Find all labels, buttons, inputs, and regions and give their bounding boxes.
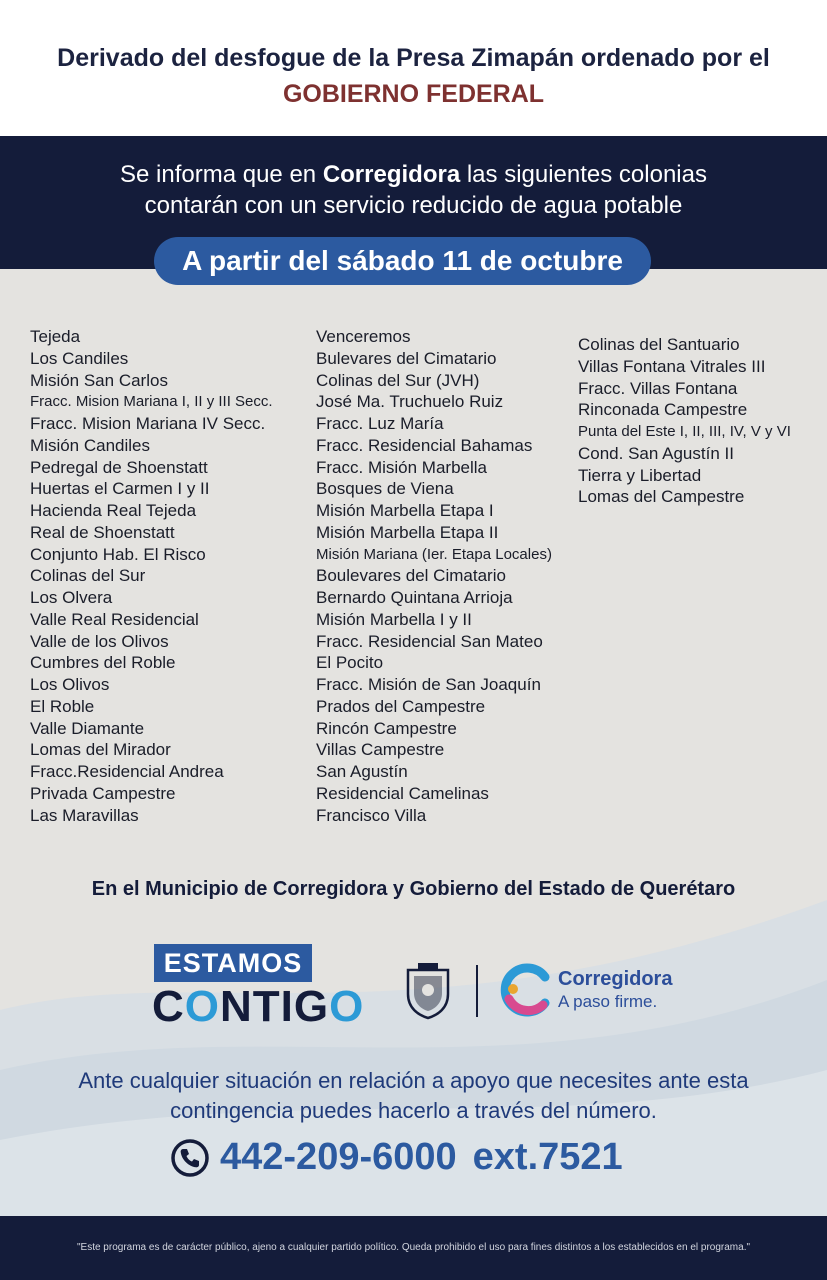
- colonia-item: Colinas del Santuario: [578, 335, 740, 354]
- colonia-item: Villas Campestre: [316, 740, 445, 760]
- colonia-item: Fracc. Residencial San Mateo: [316, 631, 543, 651]
- estamos-logo-box: ESTAMOS: [154, 944, 312, 982]
- colonia-item: San Agustín: [316, 762, 408, 781]
- contigo-o: O: [184, 982, 221, 1031]
- colonia-item: Cumbres del Roble: [30, 653, 176, 673]
- colonia-item: Fracc. Villas Fontana: [578, 378, 738, 398]
- colonia-item: Bernardo Quintana Arrioja: [316, 588, 513, 607]
- contigo-logo-text: [152, 982, 364, 1032]
- date-banner: A partir del sábado 11 de octubre: [154, 237, 651, 285]
- colonia-item: Pedregal de Shoenstatt: [30, 457, 208, 477]
- intro-line1-bold: Corregidora: [322, 161, 461, 188]
- colonia-item: Residencial Camelinas: [316, 783, 489, 803]
- colonias-column-1: [30, 326, 273, 826]
- colonia-item: Bulevares del Cimatario: [316, 348, 497, 368]
- colonia-item: Colinas del Sur (JVH): [316, 370, 480, 390]
- colonia-item: Lomas del Mirador: [30, 740, 171, 760]
- colonia-item: Bosques de Viena: [316, 479, 454, 499]
- colonia-item: Fracc.Residencial Andrea: [30, 762, 224, 781]
- help-line2: contingencia puedes hacerlo a través del número.: [170, 1098, 657, 1123]
- colonia-item: Francisco Villa: [316, 805, 427, 825]
- colonia-item: El Roble: [30, 696, 95, 716]
- colonia-item: Los Olivos: [30, 675, 110, 694]
- colonia-item: Misión Mariana (Ier. Etapa Locales): [316, 545, 552, 563]
- header-gobierno-federal: GOBIERNO FEDERAL: [282, 80, 545, 108]
- colonia-item: Fracc. Mision Mariana IV Secc.: [30, 414, 266, 433]
- contigo-o2: O: [329, 982, 365, 1031]
- colonia-item: El Pocito: [316, 653, 384, 673]
- colonia-item: Villas Fontana Vitrales III: [578, 356, 766, 376]
- help-line1: Ante cualquier situación en relación a apoyo que necesites ante esta: [78, 1068, 749, 1093]
- colonia-item: Los Olvera: [30, 588, 113, 607]
- colonia-item: Cond. San Agustín II: [578, 443, 734, 463]
- colonia-item: Valle Real Residencial: [30, 609, 199, 629]
- intro-line2: contarán con un servicio reducido de agua potable: [144, 192, 683, 219]
- colonia-item: Fracc. Misión de San Joaquín: [316, 675, 541, 694]
- header: [0, 0, 827, 136]
- colonia-item: Misión Marbella Etapa II: [316, 522, 499, 542]
- colonia-item: Fracc. Mision Mariana I, II y III Secc.: [30, 393, 273, 411]
- colonia-item: Colinas del Sur: [30, 566, 146, 586]
- colonia-item: Huertas el Carmen I y II: [30, 479, 210, 499]
- corregidora-c-logo-icon: [499, 963, 553, 1017]
- municipal-seal-icon: [402, 960, 454, 1020]
- footer-disclaimer: "Este programa es de carácter público, ajeno a cualquier partido político. Queda prohibido el uso para fines distintos a los establecidos en el programa.": [76, 1242, 751, 1253]
- contigo-ntig: NTIG: [220, 982, 330, 1031]
- colonia-item: Fracc. Misión Marbella: [316, 457, 487, 477]
- logo-divider: [476, 965, 478, 1017]
- colonia-item: Valle de los Olivos: [30, 631, 169, 651]
- intro-line1-pre: Se informa que en: [120, 161, 323, 188]
- colonia-item: Real de Shoenstatt: [30, 522, 175, 542]
- colonias-column-2: [316, 326, 552, 826]
- phone-icon: [170, 1138, 210, 1178]
- colonia-item: Rinconada Campestre: [578, 400, 748, 420]
- phone-extension: ext.7521: [472, 1136, 623, 1178]
- colonia-item: Las Maravillas: [30, 805, 139, 825]
- phone-number[interactable]: 442-209-6000: [220, 1136, 457, 1178]
- intro-line1: [0, 161, 827, 189]
- footer: [0, 1216, 827, 1280]
- colonia-item: Conjunto Hab. El Risco: [30, 544, 206, 564]
- colonia-item: Misión San Carlos: [30, 370, 168, 390]
- colonia-item: Hacienda Real Tejeda: [30, 501, 197, 520]
- colonia-item: Rincón Campestre: [316, 718, 457, 738]
- corregidora-logo-tagline: A paso firme.: [558, 992, 658, 1011]
- colonia-item: Misión Marbella I y II: [316, 609, 472, 629]
- colonias-column-3: [578, 334, 791, 508]
- colonia-item: Fracc. Residencial Bahamas: [316, 435, 533, 455]
- header-line1: Derivado del desfogue de la Presa Zimapán ordenado por el: [57, 44, 770, 72]
- colonia-item: Tejeda: [30, 327, 81, 346]
- colonia-item: Valle Diamante: [30, 718, 145, 738]
- colonia-item: Fracc. Luz María: [316, 414, 444, 433]
- colonia-item: Venceremos: [316, 327, 411, 346]
- colonia-item: Misión Marbella Etapa I: [316, 501, 494, 520]
- colonia-item: Punta del Este I, II, III, IV, V y VI: [578, 423, 791, 440]
- phone-number-line[interactable]: [220, 1136, 623, 1179]
- colonia-item: Tierra y Libertad: [578, 465, 702, 485]
- municipio-statement: En el Municipio de Corregidora y Gobierno del Estado de Querétaro: [91, 878, 736, 900]
- colonia-item: Privada Campestre: [30, 783, 176, 803]
- colonia-item: Los Candiles: [30, 348, 129, 368]
- contigo-c: C: [152, 982, 185, 1031]
- colonia-item: Misión Candiles: [30, 435, 150, 455]
- corregidora-logo-name: Corregidora: [558, 968, 673, 990]
- colonia-item: José Ma. Truchuelo Ruiz: [316, 392, 504, 412]
- colonia-item: Boulevares del Cimatario: [316, 566, 506, 586]
- intro-line1-post: las siguientes colonias: [460, 161, 707, 188]
- colonia-item: Lomas del Campestre: [578, 487, 745, 507]
- colonia-item: Prados del Campestre: [316, 696, 486, 716]
